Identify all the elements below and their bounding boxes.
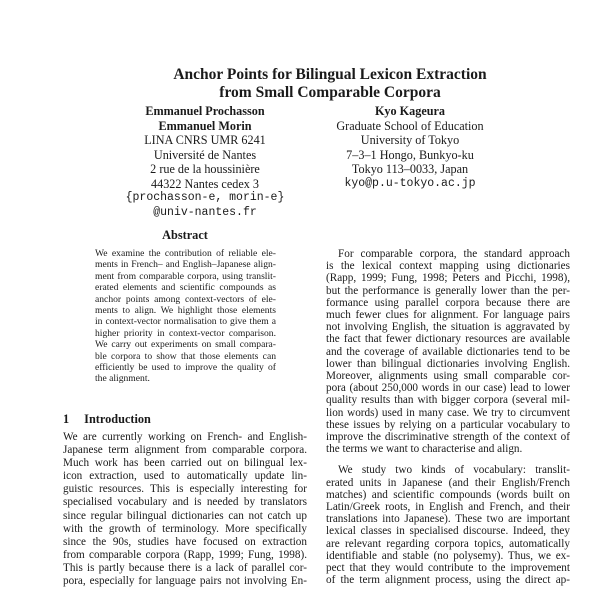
text-line: is the lexical context mapping using dictionaries xyxy=(326,260,570,273)
abstract-body xyxy=(95,248,276,385)
text-line: quality results than with bigger corpora (several mil- xyxy=(326,394,570,407)
text-line: We carry out experiments on small compara- xyxy=(95,339,276,351)
text-line: anchor points among context-vectors of ele- xyxy=(95,293,276,305)
text-line: Latin/Greek roots, in English and French, and their xyxy=(326,501,570,514)
text-line: We are currently working on French- and English- xyxy=(63,431,307,443)
text-line: pora (about 250,000 words in our case) lead to lower xyxy=(326,382,570,395)
title-line: Anchor Points for Bilingual Lexicon Extraction xyxy=(173,66,487,83)
author-email: kyo@p.u-tokyo.ac.jp xyxy=(344,176,476,190)
text-line: these issues by relying on a particular vocabulary to xyxy=(326,418,570,431)
text-line: not involving English, the situation is aggravated by xyxy=(326,321,570,334)
text-line: Moreover, alignments using small comparable cor- xyxy=(326,370,570,383)
author-email: @univ-nantes.fr xyxy=(153,205,257,219)
section-title: Introduction xyxy=(84,412,151,426)
text-line: identifiable and stable (no polysemy). Thus, we ex- xyxy=(326,549,570,562)
text-line: higher priority in context-vector comparison. xyxy=(95,327,276,339)
intro-body xyxy=(63,431,307,588)
text-line: but the performance is generally lower than the per- xyxy=(326,284,570,297)
text-line: ment from comparable corpora, using translit- xyxy=(95,270,276,282)
text-line: This is partly because there is a lack of parallel cor- xyxy=(63,561,307,574)
text-line: efficiently be used to improve the quality of xyxy=(95,362,276,374)
text-line: are relevant regarding corpora topics, automatically xyxy=(326,537,570,550)
author-name: Emmanuel Morin xyxy=(158,118,252,133)
text-line: from comparable corpora (Rapp, 1999; Fung, 1998). xyxy=(63,548,307,561)
text-line: pora, especially for language pairs not involving En- xyxy=(63,575,307,588)
text-line: pect that they would contribute to the improvement xyxy=(326,562,570,575)
text-line: formance using parallel corpora because there are xyxy=(326,296,570,309)
text-line: erated elements and scientific compounds as xyxy=(95,282,276,294)
text-line: Much work has been carried out on bilingual lex- xyxy=(63,457,307,470)
affiliation-line: 2 rue de la houssinière xyxy=(150,162,260,176)
author-name: Kyo Kageura xyxy=(374,104,446,118)
text-line: since regular bilingual dictionaries can not catch up xyxy=(63,509,307,522)
text-line: ments in French– and English–Japanese align- xyxy=(95,259,276,271)
text-line: translations into Japanese). These two are important xyxy=(326,513,570,526)
right-column-body xyxy=(326,248,570,586)
text-line: matches) and scientific compounds (words built on xyxy=(326,488,570,501)
affiliation-line: 44322 Nantes cedex 3 xyxy=(151,176,259,191)
text-line: with the growth of terminology. More specifically xyxy=(63,522,307,535)
text-line: icon extraction, used to automatically update lin- xyxy=(63,470,307,483)
text-line: For comparable corpora, the standard approach xyxy=(338,248,570,260)
text-line: the terms we want to characterise and align. xyxy=(326,443,523,456)
text-line: the alignment. xyxy=(95,373,150,385)
affiliation-line: Université de Nantes xyxy=(153,147,257,162)
text-line: lion words) used in many case. We try to circumvent xyxy=(326,406,570,419)
text-line: We study two kinds of vocabulary: translit- xyxy=(338,464,570,477)
abstract-heading: Abstract xyxy=(162,228,208,242)
affiliation-line: LINA CNRS UMR 6241 xyxy=(144,133,266,147)
paragraph-gap xyxy=(326,455,570,464)
text-line: Japanese term alignment from comparable corpora. xyxy=(63,444,307,457)
text-line: guistic resources. This is especially interesting for xyxy=(63,483,307,496)
text-line: since the 90s, studies have focused on extraction xyxy=(63,535,307,548)
text-line: specialised vocabulary and is needed by translators xyxy=(63,496,307,509)
text-line: in context-vector normalisation to give them a xyxy=(95,316,276,328)
text-line: lower than bilingual dictionaries involving English. xyxy=(326,357,570,370)
text-line: and the coverage of available dictionaries tend to be xyxy=(326,345,570,358)
text-line: (Rapp, 1999; Fung, 1998; Peters and Picchi, 1998), xyxy=(326,272,570,285)
author-email: {prochasson-e, morin-e} xyxy=(125,191,285,204)
title-line: from Small Comparable Corpora xyxy=(219,84,441,101)
text-line: We examine the contribution of reliable ele- xyxy=(95,248,276,259)
affiliation-line: University of Tokyo xyxy=(360,133,460,147)
affiliation-line: Tokyo 113–0033, Japan xyxy=(351,162,469,176)
text-line: the fact that fewer dictionary resources are available xyxy=(326,333,570,346)
text-line: ble corpora to show that those elements can xyxy=(95,350,276,362)
paper-title xyxy=(0,66,600,102)
text-line: lexical classes in specialised discourse. Indeed, they xyxy=(326,525,570,538)
author-block-left xyxy=(105,104,305,220)
author-name: Emmanuel Prochasson xyxy=(145,104,265,118)
text-line: much fewer clues for alignment. For language pairs xyxy=(326,309,570,322)
section-heading xyxy=(63,412,151,427)
affiliation-line: Graduate School of Education xyxy=(336,118,484,133)
text-line: of the term alignment process, using the direct ap- xyxy=(326,574,570,587)
affiliation-line: 7–3–1 Hongo, Bunkyo-ku xyxy=(346,147,474,162)
section-number: 1 xyxy=(63,412,70,426)
author-block-right xyxy=(300,104,520,191)
text-line: improve the discriminative strength of the context of xyxy=(326,431,570,444)
text-line: erated units in Japanese (and their English/French xyxy=(326,476,570,489)
text-line: ments to align. We highlight those elements xyxy=(95,305,276,317)
